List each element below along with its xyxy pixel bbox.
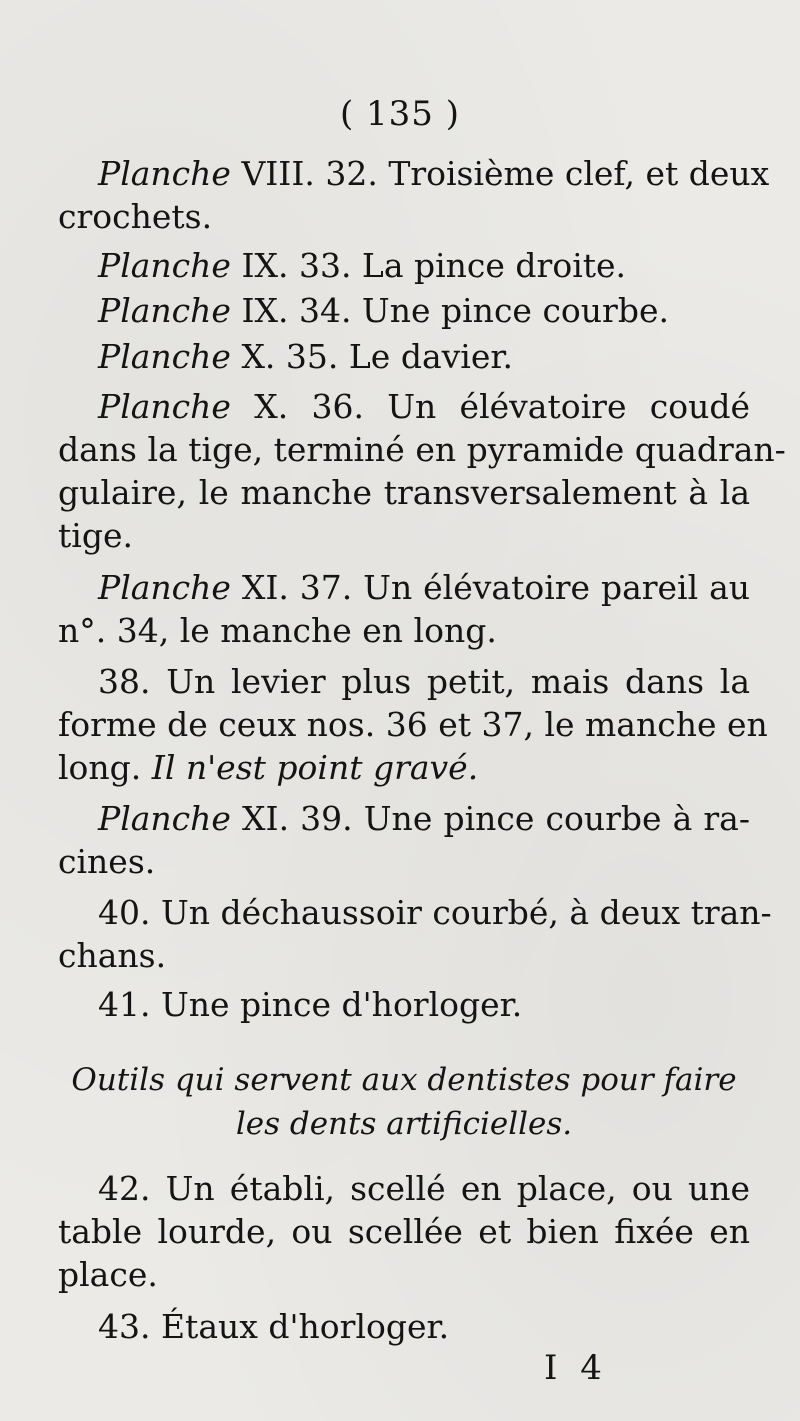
entry-32-line-2: crochets. — [58, 197, 213, 236]
entry-33 — [58, 244, 750, 287]
entry-35 — [58, 335, 750, 378]
entry-40 — [58, 891, 772, 977]
entry-40-line-2: chans. — [58, 936, 167, 975]
section-heading-line-1: Outils qui servent aux dentistes pour faire — [71, 1062, 737, 1098]
entry-34 — [58, 289, 750, 332]
entry-38-line-2: forme de ceux nos. 36 et 37, le manche en — [58, 705, 768, 744]
entry-34-line-1: Planche IX. 34. Une pince courbe. — [98, 291, 669, 330]
entry-37 — [58, 566, 750, 652]
entry-40-line-1: 40. Un déchaussoir courbé, à deux tran- — [98, 893, 772, 932]
entry-35-line-1: Planche X. 35. Le davier. — [98, 337, 513, 376]
entry-36 — [58, 385, 786, 557]
entry-37-line-1: Planche XI. 37. Un élévatoire pareil au — [98, 568, 750, 607]
entry-39-line-1: Planche XI. 39. Une pince courbe à ra- — [98, 799, 750, 838]
entry-39 — [58, 797, 750, 883]
entry-38 — [58, 660, 768, 789]
entry-32 — [58, 152, 770, 238]
entry-37-line-2: n°. 34, le manche en long. — [58, 611, 497, 650]
entry-42-line-3: place. — [58, 1255, 158, 1294]
entry-33-line-1: Planche IX. 33. La pince droite. — [98, 246, 627, 285]
entry-38-line-1: 38. Un levier plus petit, mais dans la — [98, 662, 750, 701]
page-number: ( 135 ) — [339, 94, 461, 134]
entry-42-line-2: table lourde, ou scellée et bien fixée en — [58, 1212, 750, 1251]
section-heading — [58, 1058, 750, 1146]
entry-42-line-1: 42. Un établi, scellé en place, ou une — [98, 1169, 750, 1208]
section-heading-line-2: les dents artificielles. — [235, 1106, 573, 1142]
entry-38-line-3: long. Il n'est point gravé. — [58, 748, 479, 787]
entry-39-line-2: cines. — [58, 842, 156, 881]
entry-43 — [58, 1305, 750, 1348]
entry-36-line-2: dans la tige, terminé en pyramide quadran- — [58, 430, 786, 469]
signature-mark: I 4 — [544, 1348, 608, 1388]
entry-36-line-1: Planche X. 36. Un élévatoire coudé — [98, 387, 750, 426]
entry-42 — [58, 1167, 750, 1296]
entry-41 — [58, 983, 750, 1026]
entry-41-line-1: 41. Une pince d'horloger. — [98, 985, 523, 1024]
entry-43-line-1: 43. Étaux d'horloger. — [98, 1307, 450, 1346]
entry-36-line-4: tige. — [58, 516, 133, 555]
entry-32-line-1: Planche VIII. 32. Troisième clef, et deux — [98, 154, 770, 193]
entry-36-line-3: gulaire, le manche transversalement à la — [58, 473, 750, 512]
